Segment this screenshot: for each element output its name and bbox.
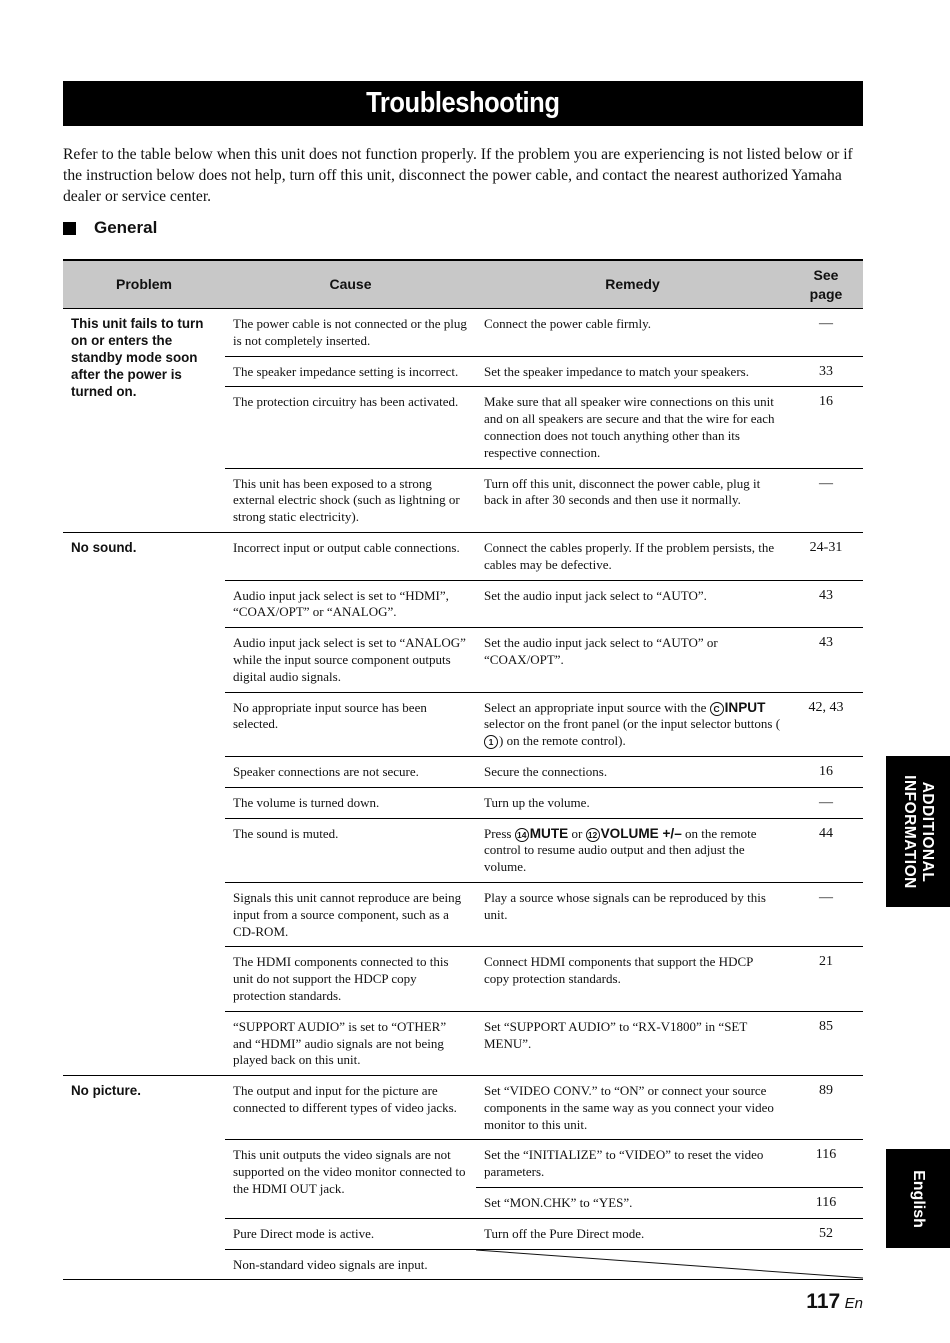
page-cell: 24-31 [789,532,863,580]
remedy-cell: Set the “INITIALIZE” to “VIDEO” to reset the video parameters. [476,1140,789,1188]
page-number [806,1290,863,1314]
troubleshooting-table [63,259,863,1280]
page-cell: 43 [789,628,863,692]
cause-cell: Speaker connections are not secure. [225,756,476,787]
cause-cell: The volume is turned down. [225,787,476,818]
page-cell: — [789,309,863,357]
cause-cell: The output and input for the picture are connected to different types of video jacks. [225,1076,476,1140]
page-cell: 42, 43 [789,692,863,756]
cause-cell: Audio input jack select is set to “ANALOG” while the input source component outputs digital audio signals. [225,628,476,692]
cause-cell: Audio input jack select is set to “HDMI”, “COAX/OPT” or “ANALOG”. [225,580,476,628]
cause-cell: The speaker impedance setting is incorrect. [225,356,476,387]
remedy-cell: Set the speaker impedance to match your speakers. [476,356,789,387]
table-header-row [63,260,863,309]
cause-cell: This unit outputs the video signals are not supported on the video monitor connected to the HDMI OUT jack. [225,1140,476,1218]
cause-cell: This unit has been exposed to a strong external electric shock (such as lightning or strong static electricity). [225,468,476,532]
page-cell: 44 [789,818,863,882]
section-heading-text: General [94,218,158,237]
remedy-cell: Turn off this unit, disconnect the power cable, plug it back in after 30 seconds and then use it normally. [476,468,789,532]
page-cell: — [789,882,863,946]
section-heading [63,218,157,238]
circled-14-icon: 14 [515,828,529,842]
remedy-cell: Set “VIDEO CONV.” to “ON” or connect your source components in the same way as you connect your video monitor to this unit. [476,1076,789,1140]
table-row [63,309,863,357]
page-cell: 52 [789,1218,863,1249]
cause-cell: The sound is muted. [225,818,476,882]
diagonal-slash-line [476,1250,863,1279]
remedy-cell: Set “MON.CHK” to “YES”. [476,1188,789,1219]
cause-cell: Pure Direct mode is active. [225,1218,476,1249]
problem-cell: No sound. [63,532,225,1075]
page-title-text: Troubleshooting [366,87,560,119]
page-title [63,81,863,126]
page-cell: 85 [789,1011,863,1075]
page-cell: — [789,468,863,532]
problem-cell: This unit fails to turn on or enters the standby mode soon after the power is turned on. [63,309,225,533]
page-cell: 43 [789,580,863,628]
table-row [63,1076,863,1140]
header-remedy: Remedy [476,260,789,309]
cause-cell: Incorrect input or output cable connections. [225,532,476,580]
volume-key-label: VOLUME +/– [600,825,682,841]
header-cause: Cause [225,260,476,309]
cause-cell: “SUPPORT AUDIO” is set to “OTHER” and “HDMI” audio signals are not being played back on this unit. [225,1011,476,1075]
problem-cell: No picture. [63,1076,225,1280]
cause-cell: The HDMI components connected to this unit do not support the HDCP copy protection standards. [225,947,476,1011]
page-language: En [844,1295,863,1312]
circled-c-icon: C [710,702,724,716]
cause-cell: Non-standard video signals are input. [225,1249,476,1280]
mute-key-label: MUTE [529,825,569,841]
side-tab-line-1: ADDITIONAL [919,781,936,882]
circled-12-icon: 12 [586,828,600,842]
table-row [63,532,863,580]
page-cell: 16 [789,387,863,468]
cause-cell: No appropriate input source has been selected. [225,692,476,756]
square-bullet-icon [63,222,76,235]
page-cell: 33 [789,356,863,387]
remedy-cell: Set the audio input jack select to “AUTO” or “COAX/OPT”. [476,628,789,692]
remedy-cell: Secure the connections. [476,756,789,787]
page-cell: — [789,787,863,818]
intro-paragraph: Refer to the table below when this unit does not function properly. If the problem you are experiencing is not listed below or if the instruction below does not help, turn off this unit, disconnect the power cable, and contact the nearest authorized Yamaha dealer or service center. [63,146,853,205]
page-cell: 89 [789,1076,863,1140]
header-problem: Problem [63,260,225,309]
side-tab-line-2: INFORMATION [901,774,918,889]
header-see-page: See page [789,260,863,309]
remedy-cell: Set “SUPPORT AUDIO” to “RX-V1800” in “SET MENU”. [476,1011,789,1075]
side-tab-english [886,1149,950,1248]
page-number-value: 117 [806,1290,841,1313]
remedy-cell: Play a source whose signals can be reproduced by this unit. [476,882,789,946]
cause-cell: Signals this unit cannot reproduce are being input from a source component, such as a CD-ROM. [225,882,476,946]
remedy-cell: Connect the cables properly. If the problem persists, the cables may be defective. [476,532,789,580]
remedy-cell: Set the audio input jack select to “AUTO”. [476,580,789,628]
cause-cell: The power cable is not connected or the plug is not completely inserted. [225,309,476,357]
remedy-cell: Turn off the Pure Direct mode. [476,1218,789,1249]
side-tab-additional-information [886,756,950,907]
remedy-cell: Connect HDMI components that support the HDCP copy protection standards. [476,947,789,1011]
remedy-cell: Make sure that all speaker wire connections on this unit and on all speakers are secure and that the wire for each connection does not touch anything other than its respective connection. [476,387,789,468]
side-tab-english-text: English [910,1169,927,1228]
circled-1-icon: 1 [484,735,498,749]
page-cell: 21 [789,947,863,1011]
page-cell: 16 [789,756,863,787]
remedy-cell: Connect the power cable firmly. [476,309,789,357]
input-key-label: INPUT [724,699,766,715]
page-cell: 116 [789,1140,863,1188]
page-cell: 116 [789,1188,863,1219]
remedy-cell: Turn up the volume. [476,787,789,818]
empty-remedy-cell [476,1249,863,1280]
remedy-cell: Select an appropriate input source with the C INPUT selector on the front panel (or the input selector buttons (1 ) on the remote control). [476,692,789,756]
cause-cell: The protection circuitry has been activated. [225,387,476,468]
remedy-cell: Press 14 MUTE or 12 VOLUME +/– on the remote control to resume audio output and then adjust the volume. [476,818,789,882]
